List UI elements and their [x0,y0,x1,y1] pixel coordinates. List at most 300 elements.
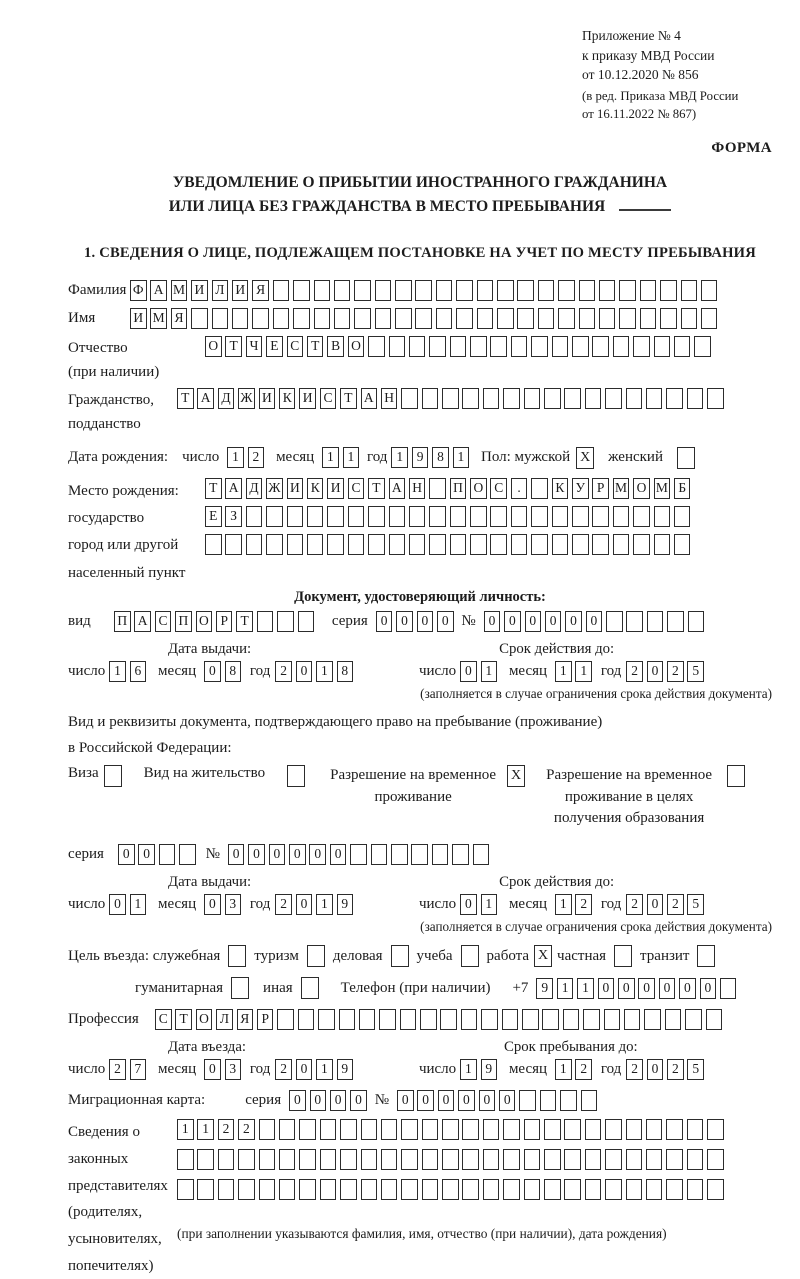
char-box[interactable]: 0 [460,894,477,915]
char-box[interactable] [605,1119,622,1140]
char-box[interactable] [674,336,691,357]
char-box[interactable] [440,1009,457,1030]
char-box[interactable] [707,388,724,409]
char-box[interactable]: 1 [316,661,333,682]
char-box[interactable] [517,308,534,329]
char-box[interactable] [477,308,494,329]
char-box[interactable]: А [197,388,214,409]
char-box[interactable] [470,534,487,555]
char-box[interactable] [542,1009,559,1030]
char-box[interactable] [177,1149,194,1170]
char-box[interactable] [674,534,691,555]
char-box[interactable] [375,280,392,301]
char-box[interactable] [524,388,541,409]
char-box[interactable] [456,280,473,301]
char-box[interactable] [232,308,249,329]
char-box[interactable]: М [654,478,671,499]
checkbox-temp-residence-edu[interactable] [727,765,745,787]
char-box[interactable] [340,1149,357,1170]
char-box[interactable] [359,1009,376,1030]
char-box[interactable]: К [552,478,569,499]
checkbox-temp-residence[interactable]: X [507,765,525,787]
char-box[interactable]: И [232,280,249,301]
char-box[interactable] [461,1009,478,1030]
char-box[interactable] [442,388,459,409]
char-box[interactable]: Я [252,280,269,301]
char-box[interactable] [462,388,479,409]
char-box[interactable]: С [287,336,304,357]
char-box[interactable] [299,1119,316,1140]
char-box[interactable] [511,336,528,357]
char-box[interactable] [646,1149,663,1170]
char-box[interactable] [531,478,548,499]
char-box[interactable] [552,336,569,357]
char-box[interactable]: С [348,478,365,499]
char-box[interactable]: 1 [316,894,333,915]
char-box[interactable]: Т [236,611,253,632]
char-box[interactable] [205,534,222,555]
char-box[interactable]: 0 [138,844,155,865]
char-box[interactable] [327,506,344,527]
char-box[interactable] [266,506,283,527]
char-box[interactable] [238,1149,255,1170]
char-box[interactable]: 0 [330,1090,347,1111]
char-box[interactable] [706,1009,723,1030]
char-box[interactable] [619,280,636,301]
char-box[interactable] [564,388,581,409]
char-box[interactable] [361,1119,378,1140]
char-box[interactable] [450,506,467,527]
char-box[interactable]: К [279,388,296,409]
char-box[interactable] [340,1119,357,1140]
char-box[interactable] [613,336,630,357]
char-box[interactable] [701,280,718,301]
char-box[interactable]: 1 [557,978,574,999]
char-box[interactable] [626,1149,643,1170]
char-box[interactable] [450,336,467,357]
char-box[interactable] [674,506,691,527]
char-box[interactable]: 0 [296,1059,313,1080]
char-box[interactable]: 1 [555,661,572,682]
char-box[interactable]: 1 [577,978,594,999]
char-box[interactable]: Е [266,336,283,357]
char-box[interactable] [564,1119,581,1140]
char-box[interactable]: М [171,280,188,301]
char-box[interactable] [462,1149,479,1170]
char-box[interactable] [320,1149,337,1170]
char-box[interactable] [558,280,575,301]
char-box[interactable] [563,1009,580,1030]
char-box[interactable]: 1 [555,1059,572,1080]
char-box[interactable] [348,534,365,555]
char-box[interactable] [572,336,589,357]
char-box[interactable]: 6 [130,661,147,682]
char-box[interactable]: 8 [225,661,242,682]
char-box[interactable] [320,1119,337,1140]
char-box[interactable] [585,1149,602,1170]
char-box[interactable] [401,1179,418,1200]
char-box[interactable] [581,1090,598,1111]
char-box[interactable]: Л [216,1009,233,1030]
char-box[interactable]: С [320,388,337,409]
char-box[interactable]: Т [205,478,222,499]
char-box[interactable] [599,308,616,329]
char-box[interactable]: 0 [248,844,265,865]
char-box[interactable] [273,308,290,329]
char-box[interactable] [177,1179,194,1200]
char-box[interactable] [279,1179,296,1200]
char-box[interactable] [259,1149,276,1170]
char-box[interactable] [490,506,507,527]
char-box[interactable]: 0 [310,1090,327,1111]
char-box[interactable]: 2 [667,661,684,682]
char-box[interactable] [583,1009,600,1030]
char-box[interactable] [409,534,426,555]
char-box[interactable] [666,388,683,409]
char-box[interactable] [318,1009,335,1030]
char-box[interactable] [585,388,602,409]
char-box[interactable]: 0 [330,844,347,865]
char-box[interactable]: 0 [269,844,286,865]
char-box[interactable] [273,280,290,301]
char-box[interactable] [481,1009,498,1030]
char-box[interactable]: 0 [598,978,615,999]
char-box[interactable] [277,611,294,632]
char-box[interactable] [605,1179,622,1200]
char-box[interactable]: Д [218,388,235,409]
char-box[interactable] [497,308,514,329]
char-box[interactable] [307,506,324,527]
char-box[interactable]: Р [216,611,233,632]
char-box[interactable] [389,506,406,527]
char-box[interactable] [531,506,548,527]
char-box[interactable] [246,534,263,555]
char-box[interactable] [540,1090,557,1111]
char-box[interactable] [257,611,274,632]
char-box[interactable] [452,844,469,865]
char-box[interactable] [647,611,664,632]
char-box[interactable] [558,308,575,329]
char-box[interactable] [687,1149,704,1170]
char-box[interactable] [646,1179,663,1200]
char-box[interactable]: 5 [687,894,704,915]
char-box[interactable] [666,1179,683,1200]
char-box[interactable] [544,1149,561,1170]
char-box[interactable]: И [259,388,276,409]
char-box[interactable] [564,1149,581,1170]
char-box[interactable]: К [307,478,324,499]
char-box[interactable] [531,534,548,555]
char-box[interactable]: 1 [453,447,470,468]
char-box[interactable]: 2 [218,1119,235,1140]
char-box[interactable]: М [150,308,167,329]
char-box[interactable] [340,1179,357,1200]
char-box[interactable]: 8 [337,661,354,682]
char-box[interactable]: 2 [109,1059,126,1080]
char-box[interactable] [579,308,596,329]
char-box[interactable] [456,308,473,329]
char-box[interactable] [432,844,449,865]
char-box[interactable] [299,1179,316,1200]
char-box[interactable]: Т [225,336,242,357]
char-box[interactable]: 1 [227,447,244,468]
char-box[interactable] [654,506,671,527]
char-box[interactable] [259,1179,276,1200]
char-box[interactable] [633,506,650,527]
char-box[interactable]: 0 [638,978,655,999]
char-box[interactable] [429,506,446,527]
char-box[interactable] [218,1149,235,1170]
checkbox-private[interactable] [614,945,632,967]
char-box[interactable]: Р [257,1009,274,1030]
char-box[interactable] [483,388,500,409]
char-box[interactable] [197,1149,214,1170]
char-box[interactable]: И [299,388,316,409]
char-box[interactable] [687,1179,704,1200]
char-box[interactable] [665,1009,682,1030]
char-box[interactable] [320,1179,337,1200]
char-box[interactable]: Т [368,478,385,499]
char-box[interactable]: 2 [248,447,265,468]
char-box[interactable]: 8 [432,447,449,468]
char-box[interactable] [442,1149,459,1170]
char-box[interactable]: А [389,478,406,499]
char-box[interactable]: Б [674,478,691,499]
char-box[interactable]: 2 [275,1059,292,1080]
char-box[interactable]: 2 [626,661,643,682]
char-box[interactable] [218,1179,235,1200]
char-box[interactable] [490,534,507,555]
char-box[interactable] [401,1149,418,1170]
char-box[interactable] [483,1149,500,1170]
char-box[interactable] [350,844,367,865]
char-box[interactable]: Д [246,478,263,499]
char-box[interactable]: Е [205,506,222,527]
char-box[interactable]: 9 [337,1059,354,1080]
char-box[interactable] [646,388,663,409]
char-box[interactable] [470,336,487,357]
char-box[interactable] [450,534,467,555]
checkbox-work[interactable]: X [534,945,552,967]
char-box[interactable]: Т [175,1009,192,1030]
char-box[interactable]: Л [212,280,229,301]
char-box[interactable]: 0 [659,978,676,999]
char-box[interactable] [298,611,315,632]
char-box[interactable]: О [470,478,487,499]
char-box[interactable] [389,534,406,555]
char-box[interactable] [339,1009,356,1030]
char-box[interactable]: 1 [197,1119,214,1140]
char-box[interactable]: 0 [204,894,221,915]
char-box[interactable]: 1 [391,447,408,468]
char-box[interactable]: 2 [275,894,292,915]
char-box[interactable]: 0 [647,894,664,915]
char-box[interactable] [395,308,412,329]
char-box[interactable] [287,534,304,555]
char-box[interactable]: Т [177,388,194,409]
char-box[interactable]: 0 [289,844,306,865]
char-box[interactable] [644,1009,661,1030]
char-box[interactable] [660,280,677,301]
char-box[interactable]: С [490,478,507,499]
checkbox-official[interactable] [228,945,246,967]
char-box[interactable]: 0 [484,611,501,632]
char-box[interactable] [626,388,643,409]
char-box[interactable]: 0 [458,1090,475,1111]
char-box[interactable]: 1 [316,1059,333,1080]
char-box[interactable] [415,308,432,329]
char-box[interactable] [613,506,630,527]
char-box[interactable]: 1 [555,894,572,915]
char-box[interactable]: 0 [296,894,313,915]
char-box[interactable] [252,308,269,329]
char-box[interactable]: 1 [109,661,126,682]
char-box[interactable] [538,308,555,329]
char-box[interactable] [688,611,705,632]
char-box[interactable]: А [134,611,151,632]
char-box[interactable] [429,534,446,555]
char-box[interactable] [511,534,528,555]
char-box[interactable] [519,1090,536,1111]
char-box[interactable] [605,1149,622,1170]
char-box[interactable]: 1 [130,894,147,915]
char-box[interactable]: 0 [437,611,454,632]
char-box[interactable]: 0 [289,1090,306,1111]
char-box[interactable] [564,1179,581,1200]
char-box[interactable] [707,1179,724,1200]
char-box[interactable]: 1 [177,1119,194,1140]
char-box[interactable] [314,308,331,329]
char-box[interactable]: Т [307,336,324,357]
char-box[interactable] [502,1009,519,1030]
char-box[interactable]: 7 [130,1059,147,1080]
char-box[interactable]: 0 [504,611,521,632]
char-box[interactable] [409,336,426,357]
char-box[interactable] [503,388,520,409]
char-box[interactable] [225,534,242,555]
char-box[interactable] [293,280,310,301]
char-box[interactable] [354,280,371,301]
checkbox-tourism[interactable] [307,945,325,967]
char-box[interactable] [646,1119,663,1140]
char-box[interactable] [544,388,561,409]
char-box[interactable]: 2 [667,894,684,915]
char-box[interactable] [473,844,490,865]
char-box[interactable]: 1 [481,661,498,682]
char-box[interactable] [415,280,432,301]
char-box[interactable] [619,308,636,329]
checkbox-humanitarian[interactable] [231,977,249,999]
char-box[interactable]: О [633,478,650,499]
char-box[interactable]: 0 [204,1059,221,1080]
char-box[interactable] [379,1009,396,1030]
char-box[interactable] [613,534,630,555]
char-box[interactable]: 1 [481,894,498,915]
char-box[interactable] [524,1179,541,1200]
char-box[interactable] [572,534,589,555]
char-box[interactable] [212,308,229,329]
char-box[interactable] [395,280,412,301]
char-box[interactable] [422,1179,439,1200]
char-box[interactable]: Ж [266,478,283,499]
char-box[interactable]: 0 [565,611,582,632]
char-box[interactable]: 0 [618,978,635,999]
char-box[interactable]: 0 [309,844,326,865]
char-box[interactable] [544,1119,561,1140]
char-box[interactable]: 3 [225,894,242,915]
char-box[interactable]: Н [409,478,426,499]
char-box[interactable]: 2 [626,1059,643,1080]
char-box[interactable]: 0 [396,611,413,632]
char-box[interactable] [701,308,718,329]
char-box[interactable]: 0 [296,661,313,682]
char-box[interactable] [354,308,371,329]
char-box[interactable] [633,336,650,357]
char-box[interactable]: Н [381,388,398,409]
char-box[interactable] [524,1149,541,1170]
char-box[interactable] [266,534,283,555]
char-box[interactable] [624,1009,641,1030]
char-box[interactable] [687,388,704,409]
char-box[interactable] [538,280,555,301]
char-box[interactable] [666,1119,683,1140]
char-box[interactable] [279,1119,296,1140]
char-box[interactable]: 0 [460,661,477,682]
char-box[interactable] [159,844,176,865]
char-box[interactable] [585,1119,602,1140]
char-box[interactable] [442,1179,459,1200]
char-box[interactable]: 0 [397,1090,414,1111]
char-box[interactable] [654,336,671,357]
char-box[interactable] [707,1119,724,1140]
char-box[interactable] [293,308,310,329]
char-box[interactable]: 1 [322,447,339,468]
char-box[interactable] [585,1179,602,1200]
char-box[interactable] [401,1119,418,1140]
char-box[interactable]: 0 [647,1059,664,1080]
char-box[interactable] [592,506,609,527]
char-box[interactable]: И [287,478,304,499]
char-box[interactable] [605,388,622,409]
char-box[interactable] [544,1179,561,1200]
char-box[interactable] [579,280,596,301]
char-box[interactable] [685,1009,702,1030]
char-box[interactable] [246,506,263,527]
char-box[interactable]: 0 [376,611,393,632]
char-box[interactable] [511,506,528,527]
char-box[interactable]: С [155,1009,172,1030]
char-box[interactable] [626,1179,643,1200]
char-box[interactable]: 0 [679,978,696,999]
char-box[interactable] [552,534,569,555]
char-box[interactable] [503,1119,520,1140]
char-box[interactable] [381,1119,398,1140]
char-box[interactable] [400,1009,417,1030]
char-box[interactable]: С [155,611,172,632]
char-box[interactable] [299,1149,316,1170]
char-box[interactable]: 2 [275,661,292,682]
char-box[interactable]: И [130,308,147,329]
char-box[interactable] [401,388,418,409]
char-box[interactable] [259,1119,276,1140]
char-box[interactable] [389,336,406,357]
char-box[interactable] [277,1009,294,1030]
char-box[interactable] [368,336,385,357]
checkbox-study[interactable] [461,945,479,967]
char-box[interactable]: А [225,478,242,499]
char-box[interactable] [422,1149,439,1170]
char-box[interactable] [436,280,453,301]
